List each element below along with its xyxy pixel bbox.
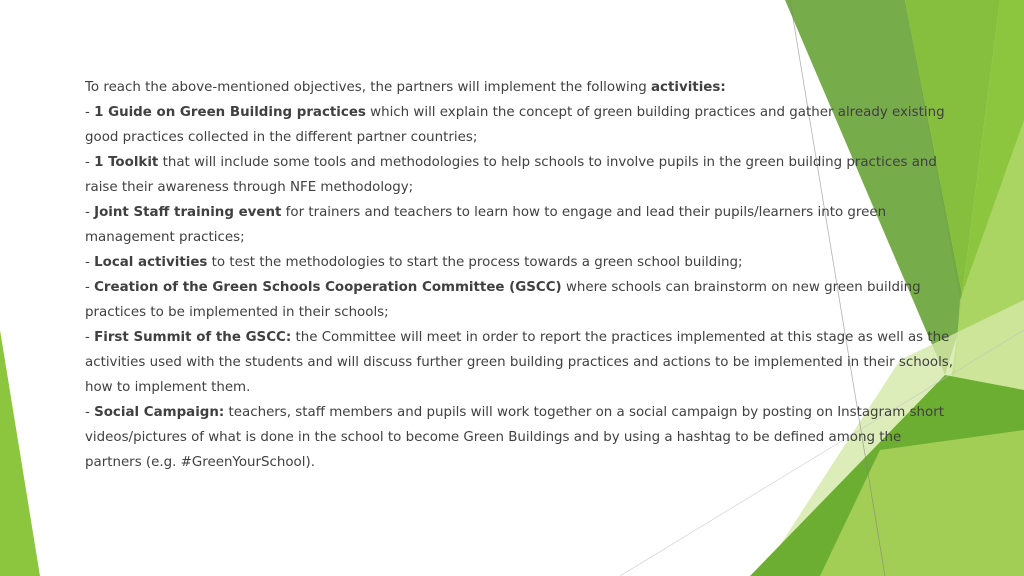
- activity-item: [85, 325, 955, 400]
- item-text: to test the methodologies to start the process towards a green school building;: [207, 255, 743, 270]
- item-prefix: -: [85, 280, 95, 295]
- item-prefix: -: [85, 330, 95, 345]
- activity-item: [85, 100, 955, 150]
- intro-text: To reach the above-mentioned objectives, the partners will implement the following: [85, 80, 652, 95]
- item-prefix: -: [85, 155, 95, 170]
- activities-text-block: [85, 75, 955, 475]
- item-text: for trainers and teachers to learn how to engage and lead their pupils/learners into green management practices;: [85, 205, 887, 245]
- item-bold: Social Campaign:: [94, 405, 225, 420]
- intro-paragraph: [85, 75, 955, 100]
- item-text: where schools can brainstorm on new green building practices to be implemented in their schools;: [85, 280, 921, 320]
- item-prefix: -: [85, 405, 95, 420]
- item-bold: 1 Toolkit: [94, 155, 159, 170]
- item-text: which will explain the concept of green building practices and gather already existing good practices collected in the different partner countries;: [85, 105, 945, 145]
- item-bold: 1 Guide on Green Building practices: [94, 105, 366, 120]
- intro-bold: activities:: [651, 80, 726, 95]
- item-text: teachers, staff members and pupils will work together on a social campaign by posting on Instagram short videos/pictures of what is done in the school to become Green Buildings and by using a hashtag to be defined among the partners (e.g. #GreenYourSchool).: [85, 405, 944, 470]
- item-text: the Committee will meet in order to report the practices implemented at this stage as well as the activities used with the students and will discuss further green building practices and actions to be implemented in their schools, how to implement them.: [85, 330, 954, 395]
- item-prefix: -: [85, 255, 95, 270]
- item-prefix: -: [85, 205, 95, 220]
- item-text: that will include some tools and methodologies to help schools to involve pupils in the green building practices and raise their awareness through NFE methodology;: [85, 155, 937, 195]
- item-prefix: -: [85, 105, 95, 120]
- green-facet-left: [0, 330, 40, 576]
- item-bold: Joint Staff training event: [94, 205, 282, 220]
- item-bold: First Summit of the GSCC:: [94, 330, 292, 345]
- activity-item: [85, 400, 955, 475]
- activity-item: [85, 250, 955, 275]
- activity-item: [85, 275, 955, 325]
- activity-item: [85, 200, 955, 250]
- item-bold: Creation of the Green Schools Cooperation Committee (GSCC): [94, 280, 562, 295]
- activity-item: [85, 150, 955, 200]
- item-bold: Local activities: [94, 255, 208, 270]
